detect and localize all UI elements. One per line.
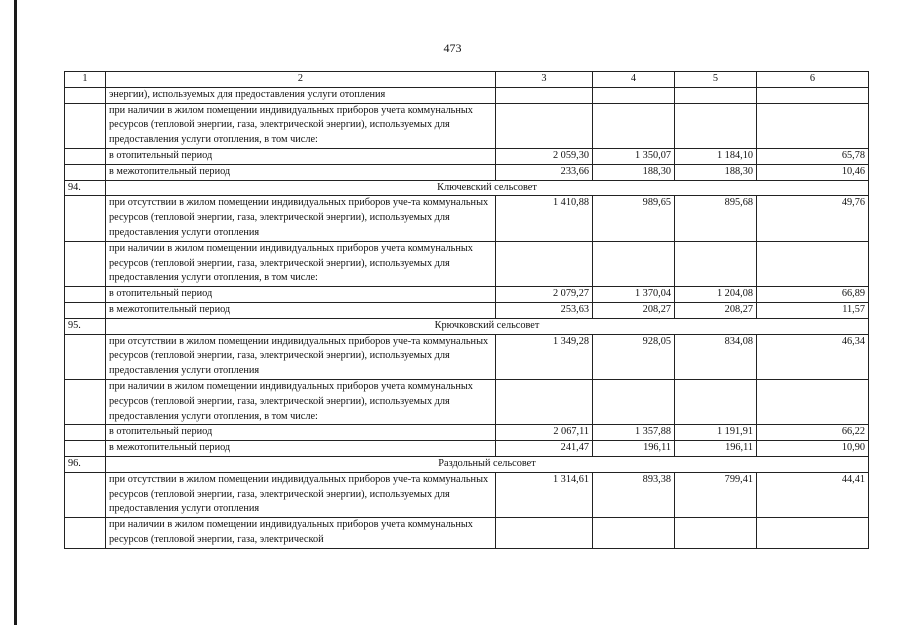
value-cell-col3: 1 314,61 <box>496 472 593 517</box>
value-cell-col4: 893,38 <box>593 472 675 517</box>
section-number: 96. <box>65 456 106 472</box>
value-cell-col5 <box>675 379 757 424</box>
value-cell-col6 <box>757 103 869 148</box>
value-cell-col6: 44,41 <box>757 472 869 517</box>
table-row <box>65 302 869 318</box>
description-cell: в отопительный период <box>106 287 496 303</box>
row-number-cell <box>65 518 106 549</box>
table-row <box>65 164 869 180</box>
value-cell-col6 <box>757 87 869 103</box>
description-cell: в отопительный период <box>106 148 496 164</box>
description-cell: в отопительный период <box>106 425 496 441</box>
description-cell: энергии), используемых для предоставления услуги отопления <box>106 87 496 103</box>
value-cell-col4: 188,30 <box>593 164 675 180</box>
value-cell-col5: 1 184,10 <box>675 148 757 164</box>
row-number-cell <box>65 103 106 148</box>
value-cell-col4 <box>593 241 675 286</box>
value-cell-col6: 46,34 <box>757 334 869 379</box>
table-row <box>65 334 869 379</box>
description-cell: при отсутствии в жилом помещении индивидуальных приборов уче-та коммунальных ресурсов (тепловой энергии, газа, электрической энергии), используемых для предоставления услуги отопления <box>106 196 496 241</box>
row-number-cell <box>65 472 106 517</box>
row-number-cell <box>65 302 106 318</box>
value-cell-col5: 799,41 <box>675 472 757 517</box>
section-title: Крючковский сельсовет <box>106 318 869 334</box>
header-row <box>65 72 869 88</box>
table-row <box>65 148 869 164</box>
value-cell-col6 <box>757 518 869 549</box>
value-cell-col3: 253,63 <box>496 302 593 318</box>
row-number-cell <box>65 379 106 424</box>
value-cell-col5 <box>675 241 757 286</box>
value-cell-col4: 928,05 <box>593 334 675 379</box>
table-row <box>65 518 869 549</box>
description-cell: при отсутствии в жилом помещении индивидуальных приборов уче-та коммунальных ресурсов (тепловой энергии, газа, электрической энергии), используемых для предоставления услуги отопления <box>106 472 496 517</box>
description-cell: в межотопительный период <box>106 164 496 180</box>
value-cell-col3: 241,47 <box>496 441 593 457</box>
table-row <box>65 196 869 241</box>
row-number-cell <box>65 164 106 180</box>
description-cell: при отсутствии в жилом помещении индивидуальных приборов уче-та коммунальных ресурсов (тепловой энергии, газа, электрической энергии), используемых для предоставления услуги отопления <box>106 334 496 379</box>
row-number-cell <box>65 425 106 441</box>
value-cell-col5: 834,08 <box>675 334 757 379</box>
section-number: 94. <box>65 180 106 196</box>
row-number-cell <box>65 441 106 457</box>
table-row <box>65 87 869 103</box>
header-cell: 6 <box>757 72 869 88</box>
header-cell: 2 <box>106 72 496 88</box>
header-cell: 5 <box>675 72 757 88</box>
value-cell-col3 <box>496 379 593 424</box>
value-cell-col5: 895,68 <box>675 196 757 241</box>
table-row <box>65 241 869 286</box>
section-row <box>65 180 869 196</box>
description-cell: в межотопительный период <box>106 302 496 318</box>
value-cell-col5 <box>675 103 757 148</box>
description-cell: при наличии в жилом помещении индивидуальных приборов учета коммунальных ресурсов (тепловой энергии, газа, электрической энергии), используемых для предоставления услуги отопления, в том числе: <box>106 103 496 148</box>
value-cell-col6: 65,78 <box>757 148 869 164</box>
value-cell-col4 <box>593 518 675 549</box>
value-cell-col6: 49,76 <box>757 196 869 241</box>
row-number-cell <box>65 196 106 241</box>
value-cell-col6: 10,46 <box>757 164 869 180</box>
value-cell-col3: 2 067,11 <box>496 425 593 441</box>
row-number-cell <box>65 87 106 103</box>
section-row <box>65 456 869 472</box>
value-cell-col4: 989,65 <box>593 196 675 241</box>
section-row <box>65 318 869 334</box>
section-title: Раздольный сельсовет <box>106 456 869 472</box>
value-cell-col6 <box>757 241 869 286</box>
value-cell-col5: 1 204,08 <box>675 287 757 303</box>
value-cell-col4: 1 357,88 <box>593 425 675 441</box>
header-cell: 3 <box>496 72 593 88</box>
table-row <box>65 103 869 148</box>
description-cell: при наличии в жилом помещении индивидуальных приборов учета коммунальных ресурсов (тепловой энергии, газа, электрической <box>106 518 496 549</box>
description-cell: при наличии в жилом помещении индивидуальных приборов учета коммунальных ресурсов (тепловой энергии, газа, электрической энергии), используемых для предоставления услуги отопления, в том числе: <box>106 379 496 424</box>
page-number: 473 <box>443 41 462 55</box>
value-cell-col3: 1 410,88 <box>496 196 593 241</box>
header-cell: 4 <box>593 72 675 88</box>
table-row <box>65 472 869 517</box>
row-number-cell <box>65 287 106 303</box>
value-cell-col5 <box>675 518 757 549</box>
section-number: 95. <box>65 318 106 334</box>
value-cell-col6: 66,22 <box>757 425 869 441</box>
row-number-cell <box>65 148 106 164</box>
page-edge-bar <box>14 0 17 625</box>
value-cell-col3 <box>496 518 593 549</box>
tariff-table <box>64 71 869 549</box>
value-cell-col3: 2 059,30 <box>496 148 593 164</box>
value-cell-col5: 188,30 <box>675 164 757 180</box>
row-number-cell <box>65 241 106 286</box>
value-cell-col3 <box>496 103 593 148</box>
table-row <box>65 441 869 457</box>
value-cell-col6: 66,89 <box>757 287 869 303</box>
value-cell-col3: 1 349,28 <box>496 334 593 379</box>
value-cell-col4 <box>593 103 675 148</box>
value-cell-col3: 233,66 <box>496 164 593 180</box>
value-cell-col3 <box>496 241 593 286</box>
value-cell-col6 <box>757 379 869 424</box>
value-cell-col5: 1 191,91 <box>675 425 757 441</box>
value-cell-col4: 1 350,07 <box>593 148 675 164</box>
value-cell-col6: 10,90 <box>757 441 869 457</box>
value-cell-col3: 2 079,27 <box>496 287 593 303</box>
description-cell: при наличии в жилом помещении индивидуальных приборов учета коммунальных ресурсов (тепловой энергии, газа, электрической энергии), используемых для предоставления услуги отопления, в том числе: <box>106 241 496 286</box>
value-cell-col6: 11,57 <box>757 302 869 318</box>
value-cell-col4: 196,11 <box>593 441 675 457</box>
header-cell: 1 <box>65 72 106 88</box>
value-cell-col5 <box>675 87 757 103</box>
table-body <box>65 72 869 549</box>
row-number-cell <box>65 334 106 379</box>
section-title: Ключевский сельсовет <box>106 180 869 196</box>
value-cell-col5: 196,11 <box>675 441 757 457</box>
table-row <box>65 287 869 303</box>
value-cell-col4 <box>593 379 675 424</box>
description-cell: в межотопительный период <box>106 441 496 457</box>
value-cell-col4 <box>593 87 675 103</box>
value-cell-col3 <box>496 87 593 103</box>
value-cell-col5: 208,27 <box>675 302 757 318</box>
value-cell-col4: 208,27 <box>593 302 675 318</box>
value-cell-col4: 1 370,04 <box>593 287 675 303</box>
table-row <box>65 379 869 424</box>
table-row <box>65 425 869 441</box>
